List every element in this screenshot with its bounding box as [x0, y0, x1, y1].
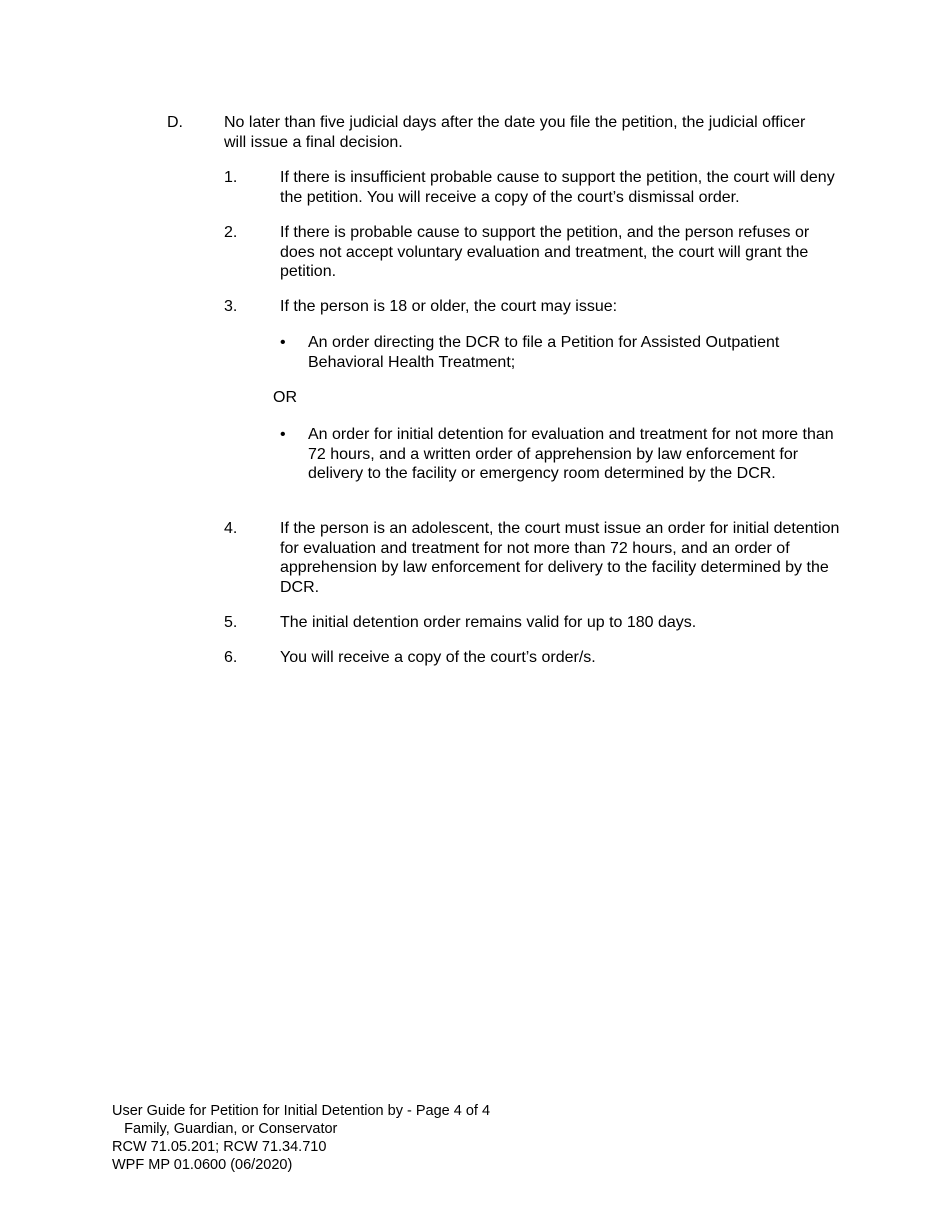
bullet-item: An order for initial detention for evaluation and treatment for not more than 72 hours, and a written order of apprehension by law enforcement for delivery to the facility or emergency room determined by the DCR. [308, 426, 834, 482]
item-number: 5. [224, 614, 238, 631]
section-label: D. [167, 114, 183, 131]
list-item: If the person is an adolescent, the court must issue an order for initial detention for evaluation and treatment for not more than 72 hours, and an order of apprehension by law enforcement for delivery to the facility determined by the DCR. [280, 520, 840, 596]
item-number: 4. [224, 520, 238, 537]
list-item: If there is insufficient probable cause to support the petition, the court will deny the petition. You will receive a copy of the court’s dismissal order. [280, 169, 835, 206]
list-item: If there is probable cause to support the petition, and the person refuses or does not accept voluntary evaluation and treatment, the court will grant the petition. [280, 224, 810, 280]
item-number: 2. [224, 224, 238, 241]
page-footer [112, 1102, 490, 1174]
list-item: If the person is 18 or older, the court may issue: [280, 298, 618, 315]
or-label: OR [273, 389, 297, 406]
bullet-item: An order directing the DCR to file a Petition for Assisted Outpatient Behavioral Health Treatment; [308, 334, 780, 371]
item-number: 6. [224, 649, 238, 666]
footer-form-id: WPF MP 01.0600 (06/2020) [112, 1157, 293, 1173]
item-number: 3. [224, 298, 238, 315]
bullet-icon: • [280, 334, 286, 351]
item-number: 1. [224, 169, 238, 186]
footer-title: User Guide for Petition for Initial Detention by - Page 4 of 4 [112, 1103, 491, 1119]
list-item: You will receive a copy of the court’s order/s. [280, 649, 596, 666]
footer-statute: RCW 71.05.201; RCW 71.34.710 [112, 1139, 327, 1155]
footer-subtitle: Family, Guardian, or Conservator [112, 1121, 338, 1137]
list-item: The initial detention order remains valid for up to 180 days. [280, 614, 697, 631]
section-text: No later than five judicial days after the date you file the petition, the judicial officer will issue a final decision. [224, 114, 806, 151]
bullet-icon: • [280, 426, 286, 443]
